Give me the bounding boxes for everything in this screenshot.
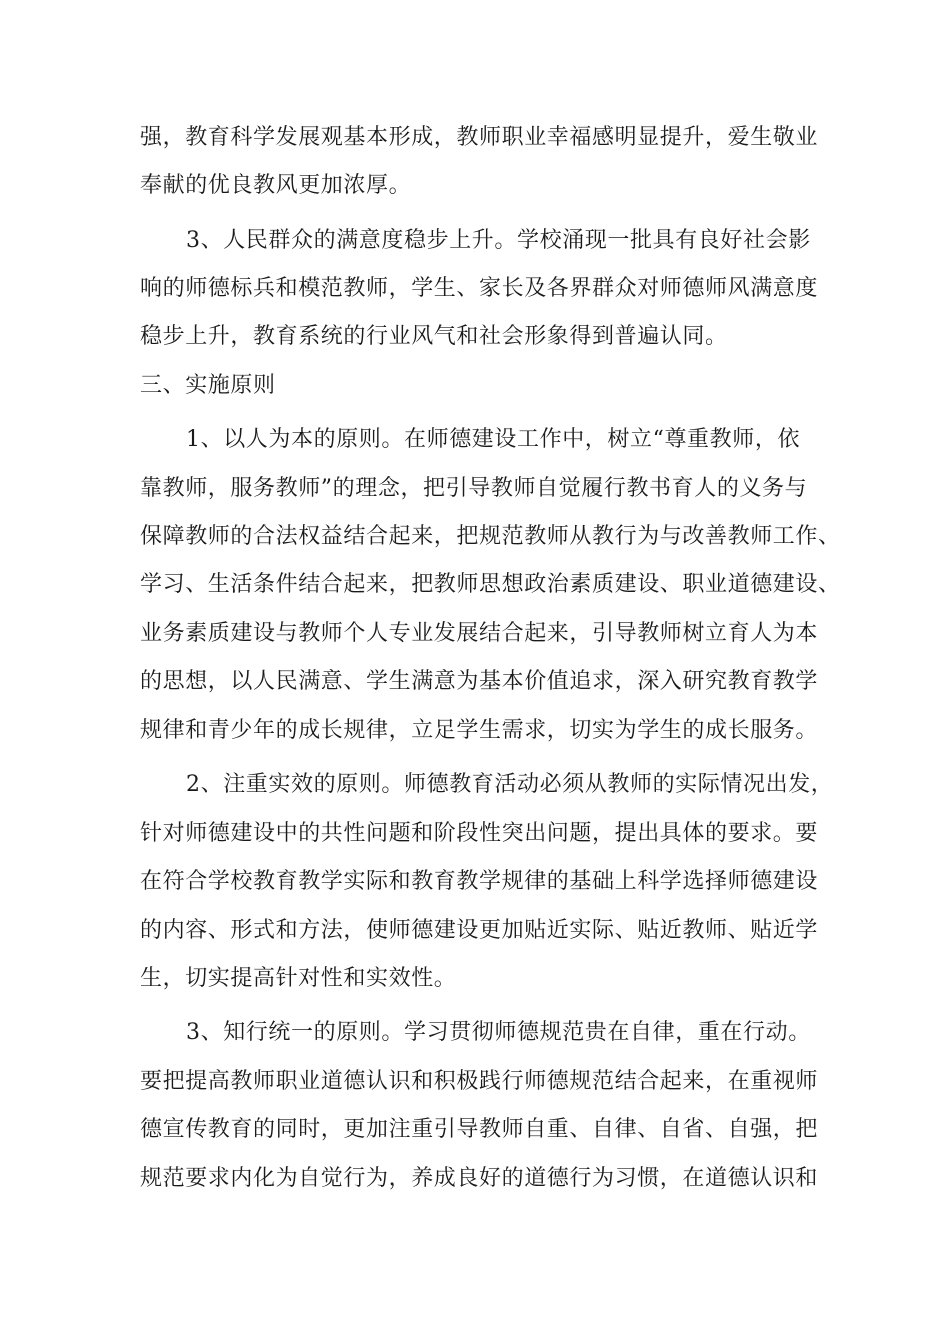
text-line: 2、注重实效的原则。师德教育活动必须从教师的实际情况出发， bbox=[186, 772, 834, 797]
text-line: 规律和青少年的成长规律，立足学生需求，切实为学生的成长服务。 bbox=[140, 718, 819, 743]
text-line: 业务素质建设与教师个人专业发展结合起来，引导教师树立育人为本 bbox=[140, 621, 819, 646]
text-line: 响的师德标兵和模范教师，学生、家长及各界群众对师德师风满意度 bbox=[140, 276, 819, 301]
text-line: 的思想，以人民满意、学生满意为基本价值追求，深入研究教育教学 bbox=[140, 669, 819, 694]
text-line: 3、人民群众的满意度稳步上升。学校涌现一批具有良好社会影 bbox=[186, 228, 811, 253]
text-line: 稳步上升，教育系统的行业风气和社会形象得到普遍认同。 bbox=[140, 324, 728, 349]
text-line: 靠教师，服务教师”的理念，把引导教师自觉履行教书育人的义务与 bbox=[140, 476, 808, 501]
text-line: 保障教师的合法权益结合起来，把规范教师从教行为与改善教师工作、 bbox=[140, 524, 841, 549]
text-line: 在符合学校教育教学实际和教育教学规律的基础上科学选择师德建设 bbox=[140, 869, 819, 894]
text-line: 德宣传教育的同时，更加注重引导教师自重、自律、自省、自强，把 bbox=[140, 1117, 819, 1142]
text-line: 1、以人为本的原则。在师德建设工作中，树立“尊重教师，依 bbox=[186, 427, 801, 452]
text-line: 要把提高教师职业道德认识和积极践行师德规范结合起来，在重视师 bbox=[140, 1069, 819, 1094]
text-line: 奉献的优良教风更加浓厚。 bbox=[140, 173, 412, 198]
text-line: 学习、生活条件结合起来，把教师思想政治素质建设、职业道德建设、 bbox=[140, 572, 841, 597]
text-line: 强，教育科学发展观基本形成，教师职业幸福感明显提升，爱生敬业 bbox=[140, 125, 819, 150]
text-line: 的内容、形式和方法，使师德建设更加贴近实际、贴近教师、贴近学 bbox=[140, 918, 819, 943]
text-line: 规范要求内化为自觉行为，养成良好的道德行为习惯，在道德认识和 bbox=[140, 1166, 819, 1191]
section-heading: 三、实施原则 bbox=[140, 373, 276, 398]
text-line: 针对师德建设中的共性问题和阶段性突出问题，提出具体的要求。要 bbox=[140, 821, 819, 846]
text-line: 生，切实提高针对性和实效性。 bbox=[140, 966, 457, 991]
text-line: 3、知行统一的原则。学习贯彻师德规范贵在自律，重在行动。 bbox=[186, 1020, 811, 1045]
